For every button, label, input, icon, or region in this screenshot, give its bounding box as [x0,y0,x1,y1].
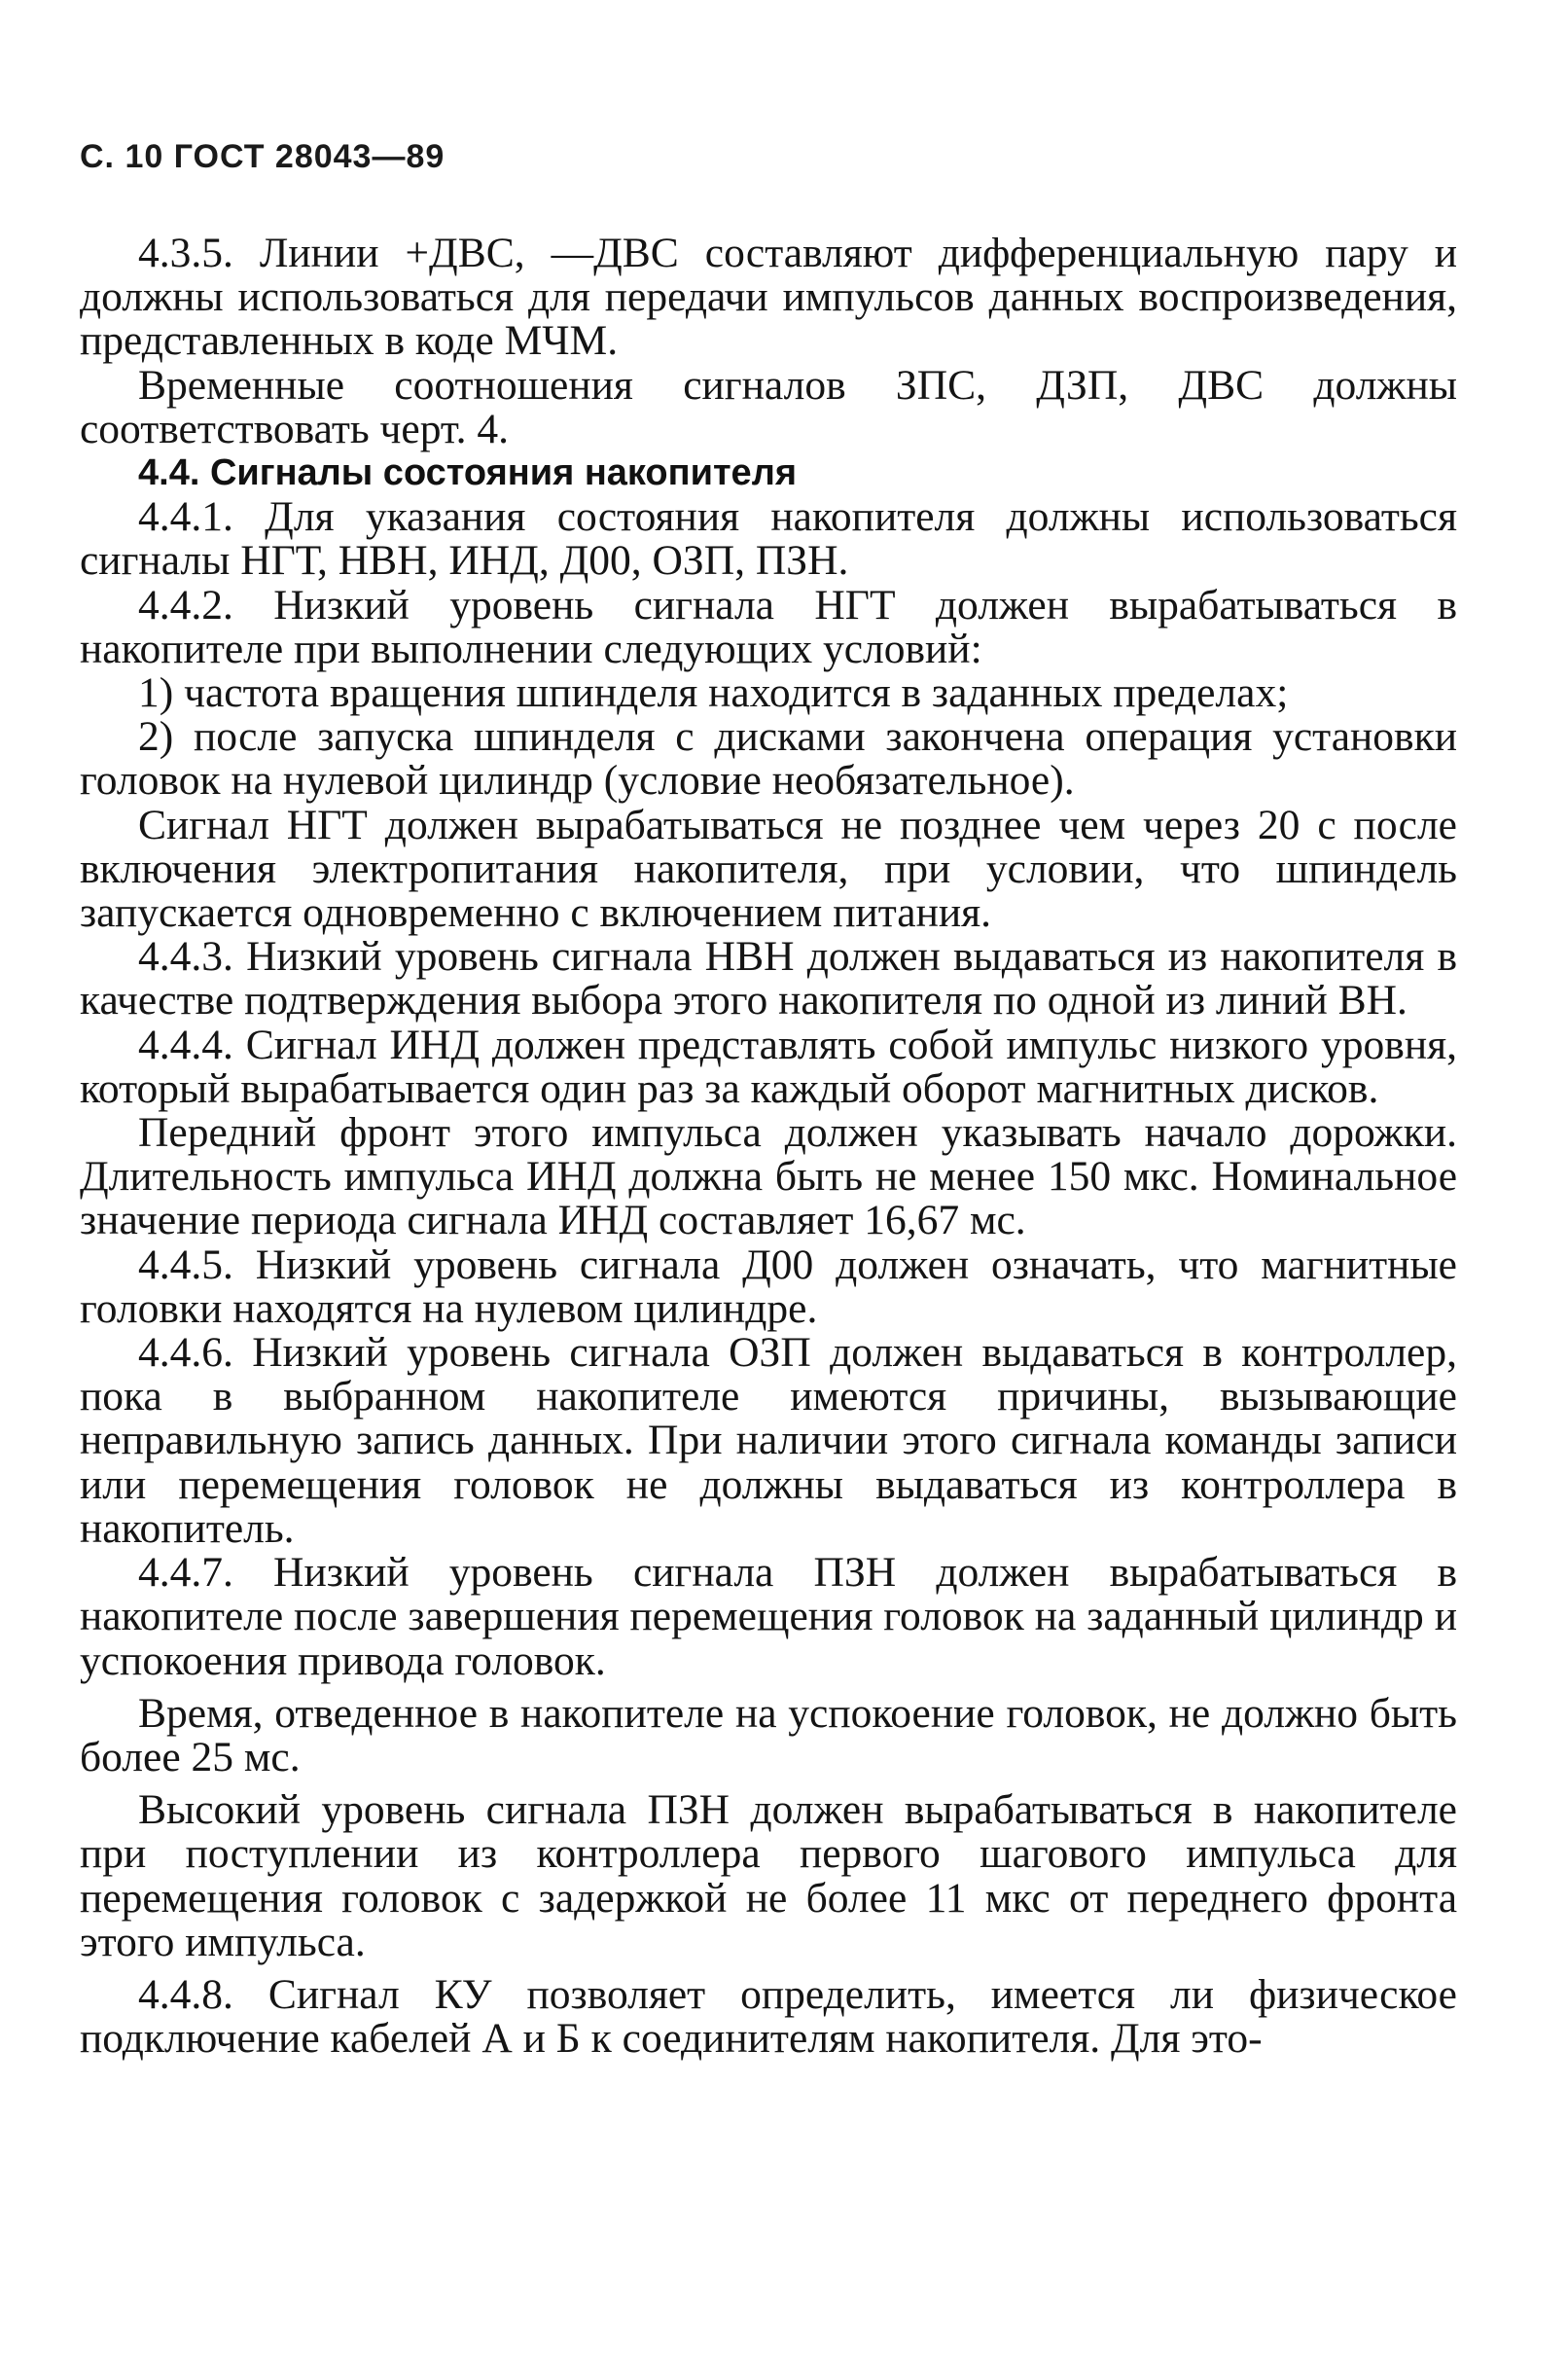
paragraph-timing-relations: Временные соотношения сигналов ЗПС, ДЗП, ДВС должны соответствовать черт. 4. [80,361,1457,452]
paragraph-ngt-timing: Сигнал НГТ должен вырабатываться не позднее чем через 20 с после включения электропитания накопителя, при условии, что шпиндель запускается одновременно с включением питания. [80,801,1457,937]
paragraph-high-level: Высокий уровень сигнала ПЗН должен вырабатываться в накопителе при поступлении из контроллера первого шагового импульса для перемещения головок с задержкой не более 11 мкс от переднего фронта этого импульса. [80,1786,1457,1965]
list-item-condition-1: 1) частота вращения шпинделя находится в заданных пределах; [138,669,1289,717]
section-heading-4-4: 4.4. Сигналы состояния накопителя [138,452,798,494]
paragraph-index-front: Передний фронт этого импульса должен указывать начало дорожки. Длительность импульса ИНД должна быть не менее 150 мкс. Номинальное значение периода сигнала ИНД составляет 16,67 мс. [80,1109,1457,1244]
paragraph-4-4-3: 4.4.3. Низкий уровень сигнала НВН должен выдаваться из накопителя в качестве подтверждения выбора этого накопителя по одной из линий ВН. [80,933,1457,1025]
running-header: С. 10 ГОСТ 28043—89 [80,138,445,175]
paragraph-4-4-2: 4.4.2. Низкий уровень сигнала НГТ должен вырабатываться в накопителе при выполнении следующих условий: [80,581,1457,672]
body-text [80,232,1457,2061]
paragraph-4-4-5: 4.4.5. Низкий уровень сигнала Д00 должен означать, что магнитные головки находятся на нулевом цилиндре. [80,1240,1457,1332]
paragraph-4-4-1: 4.4.1. Для указания состояния накопителя должны использоваться сигналы НГТ, НВН, ИНД, Д00, ОЗП, ПЗН. [80,493,1457,585]
list-item-condition-2: 2) после запуска шпинделя с дисками закончена операция установки головок на нулевой цилиндр (условие необязательное). [80,713,1457,805]
paragraph-4-3-5: 4.3.5. Линии +ДВС, —ДВС составляют дифференциальную пару и должны использоваться для передачи импульсов данных воспроизведения, представленных в коде МЧМ. [80,230,1457,365]
paragraph-settle-time: Время, отведенное в накопителе на успокоение головок, не должно быть более 25 мс. [80,1689,1457,1780]
paragraph-4-4-8: 4.4.8. Сигнал КУ позволяет определить, имеется ли физическое подключение кабелей А и Б к соединителям накопителя. Для это- [80,1970,1457,2063]
paragraph-4-4-7: 4.4.7. Низкий уровень сигнала ПЗН должен вырабатываться в накопителе после завершения перемещения головок на заданный цилиндр и успокоения привода головок. [80,1549,1457,1684]
paragraph-4-4-6: 4.4.6. Низкий уровень сигнала ОЗП должен выдаваться в контроллер, пока в выбранном накопителе имеются причины, вызывающие неправильную запись данных. При наличии этого сигнала команды записи или перемещения головок не должны выдаваться из контроллера в накопитель. [80,1329,1457,1552]
paragraph-4-4-4: 4.4.4. Сигнал ИНД должен представлять собой импульс низкого уровня, который вырабатывается один раз за каждый оборот магнитных дисков. [80,1021,1457,1112]
